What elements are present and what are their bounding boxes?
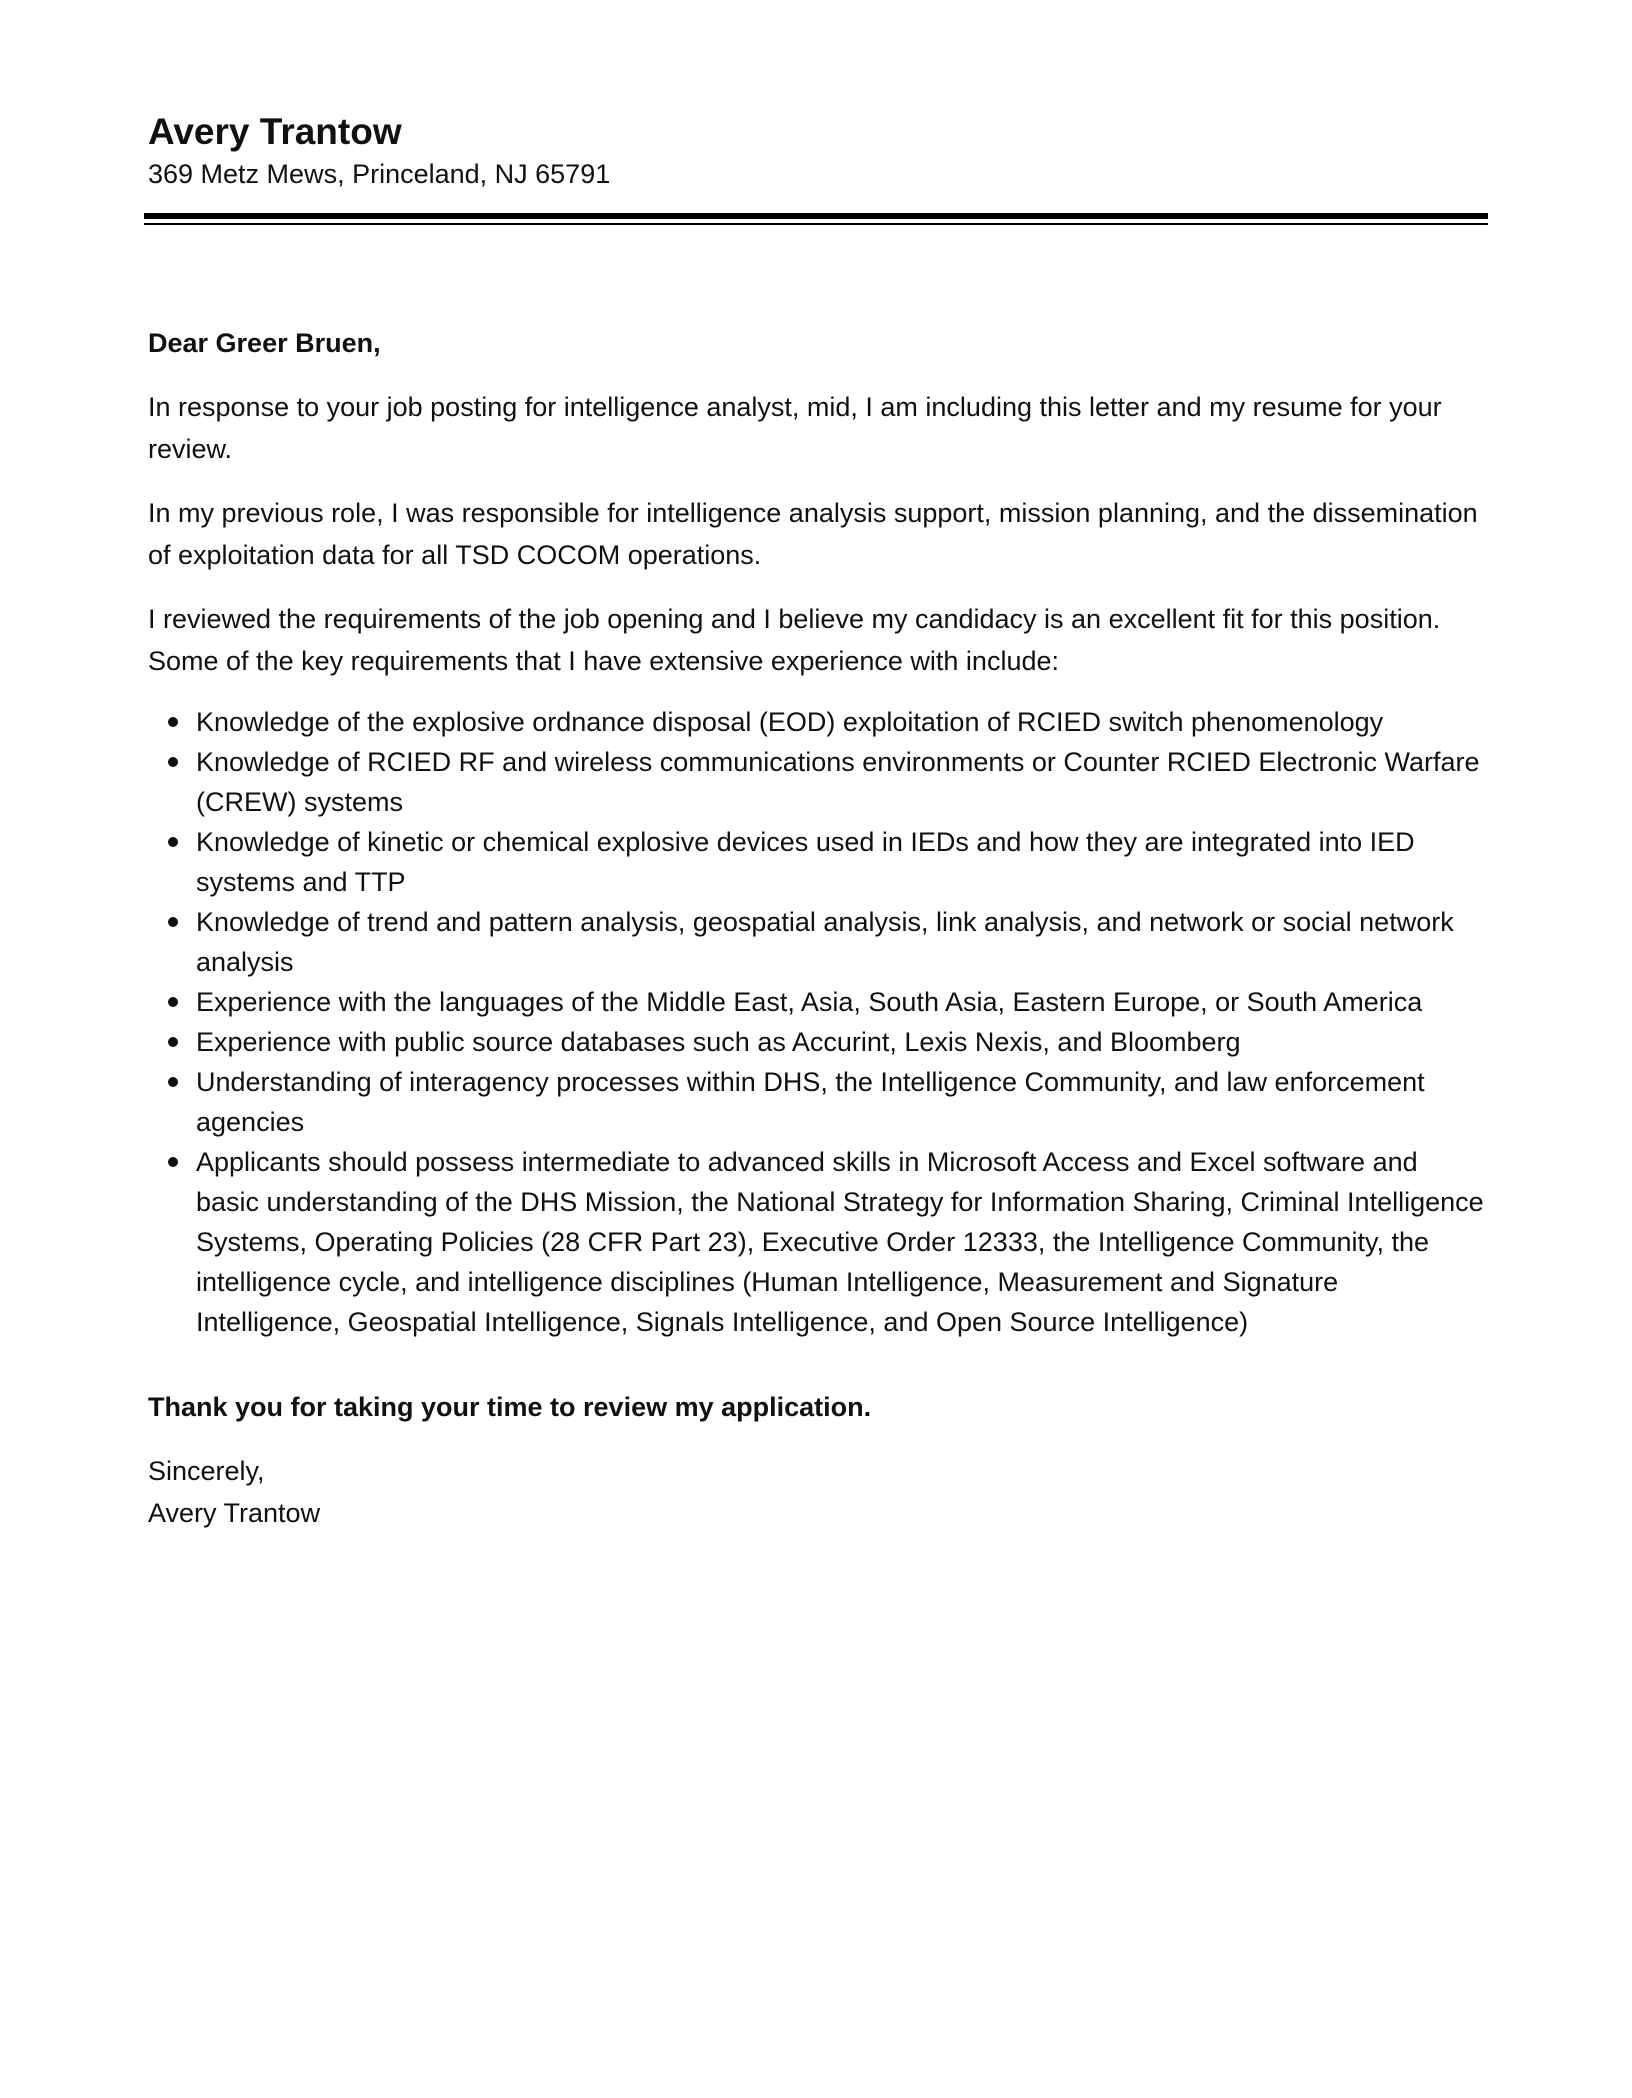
salutation: Dear Greer Bruen, [148,328,381,358]
thanks-line: Thank you for taking your time to review my application. [148,1392,872,1422]
paragraph-previous-role: In my previous role, I was responsible for intelligence analysis support, mission planning, and the dissemination of exploitation data for all TSD COCOM operations. [148,498,1478,570]
paragraph-intro: In response to your job posting for intelligence analyst, mid, I am including this letter and my resume for your review. [148,392,1442,464]
paragraph-requirements-intro: I reviewed the requirements of the job opening and I believe my candidacy is an excellent fit for this position. Some of the key requirements that I have extensive experience with include: [148,604,1441,676]
list-item: Knowledge of trend and pattern analysis, geospatial analysis, link analysis, and network or social network analysis [196,902,1488,982]
list-item: Knowledge of RCIED RF and wireless communications environments or Counter RCIED Electronic Warfare (CREW) systems [196,742,1488,822]
header-divider-thick [144,213,1488,219]
list-item: Understanding of interagency processes within DHS, the Intelligence Community, and law enforcement agencies [196,1062,1488,1142]
list-item: Knowledge of kinetic or chemical explosive devices used in IEDs and how they are integrated into IED systems and TTP [196,822,1488,902]
sender-name: Avery Trantow [148,111,402,152]
requirements-list [148,702,1488,1342]
letter-body [148,322,1488,1534]
header-divider-thin [144,223,1488,225]
list-item: Knowledge of the explosive ordnance disposal (EOD) exploitation of RCIED switch phenomenology [196,702,1488,742]
list-item: Experience with the languages of the Middle East, Asia, South Asia, Eastern Europe, or South America [196,982,1488,1022]
closing: Sincerely, [148,1456,265,1486]
list-item: Experience with public source databases such as Accurint, Lexis Nexis, and Bloomberg [196,1022,1488,1062]
signature: Avery Trantow [148,1498,321,1528]
sender-address: 369 Metz Mews, Princeland, NJ 65791 [148,159,611,189]
list-item: Applicants should possess intermediate to advanced skills in Microsoft Access and Excel software and basic understanding of the DHS Mission, the National Strategy for Information Sharing, Criminal Intelligence Systems, Operating Policies (28 CFR Part 23), Executive Order 12333, the Intelligence Community, the intelligence cycle, and intelligence disciplines (Human Intelligence, Measurement and Signature Intelligence, Geospatial Intelligence, Signals Intelligence, and Open Source Intelligence) [196,1142,1488,1342]
letter-header [148,110,1488,192]
